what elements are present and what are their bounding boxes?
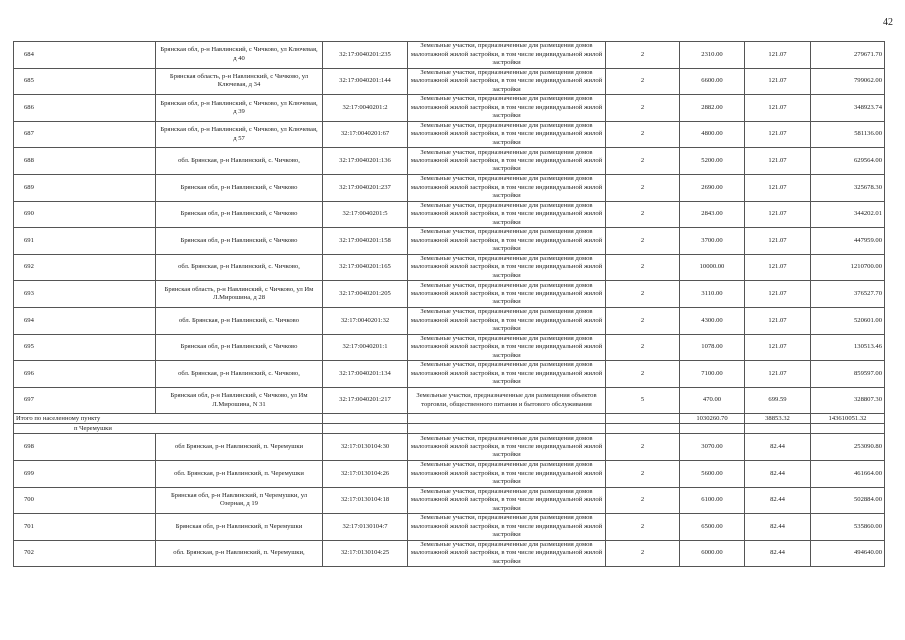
table-row [14, 68, 885, 95]
locality-empty-cell [323, 424, 408, 434]
land-use-cell: Земельные участки, предназначенные для размещения домов малоэтажной жилой застройки, в том числе индивидуальной жилой застройки [408, 487, 606, 514]
address-cell: Брянская обл, р-н Навлинский, п Черемушки, ул Озерная, д 19 [156, 487, 323, 514]
area-cell: 5600.00 [680, 460, 745, 487]
rate-cell: 121.07 [745, 254, 811, 281]
use-group: 2 [606, 307, 680, 334]
rate-cell: 121.07 [745, 361, 811, 388]
locality-label: п Черемушки [14, 424, 323, 434]
row-number: 695 [14, 334, 156, 361]
rate-cell: 82.44 [745, 514, 811, 541]
land-use-cell: Земельные участки, предназначенные для размещения домов малоэтажной жилой застройки, в том числе индивидуальной жилой застройки [408, 281, 606, 308]
area-cell: 4800.00 [680, 121, 745, 148]
rate-cell: 121.07 [745, 307, 811, 334]
rate-cell: 699.59 [745, 387, 811, 414]
use-group: 2 [606, 228, 680, 255]
cadastral-value: 799062.00 [811, 68, 885, 95]
cadastral-value: 1210700.00 [811, 254, 885, 281]
cadastral-number: 32:17:0040201:158 [323, 228, 408, 255]
land-use-cell: Земельные участки, предназначенные для размещения домов малоэтажной жилой застройки, в том числе индивидуальной жилой застройки [408, 540, 606, 567]
use-group: 5 [606, 387, 680, 414]
cadastral-number: 32:17:0040201:235 [323, 42, 408, 69]
address-cell: Брянская обл, р-н Навлинский, с Чичково, ул Ключевая, д 57 [156, 121, 323, 148]
land-use-cell: Земельные участки, предназначенные для размещения домов малоэтажной жилой застройки, в том числе индивидуальной жилой застройки [408, 460, 606, 487]
address-cell: обл Брянская, р-н Навлинский, п. Черемушки [156, 434, 323, 461]
row-number: 696 [14, 361, 156, 388]
area-cell: 10000.00 [680, 254, 745, 281]
address-cell: Брянская обл, р-н Навлинский, с Чичково, ул Ключевая, д 39 [156, 95, 323, 122]
land-use-cell: Земельные участки, предназначенные для размещения домов малоэтажной жилой застройки, в том числе индивидуальной жилой застройки [408, 201, 606, 228]
address-cell: Брянская обл, р-н Навлинский, п Черемушки [156, 514, 323, 541]
row-number: 698 [14, 434, 156, 461]
cadastral-value: 130513.46 [811, 334, 885, 361]
area-cell: 6500.00 [680, 514, 745, 541]
area-cell: 2843.00 [680, 201, 745, 228]
subtotal-area: 1030260.70 [680, 414, 745, 424]
land-use-cell: Земельные участки, предназначенные для размещения объектов торговли, общественного питания и бытового обслуживания [408, 387, 606, 414]
cadastral-number: 32:17:0130104:18 [323, 487, 408, 514]
row-number: 697 [14, 387, 156, 414]
area-cell: 4300.00 [680, 307, 745, 334]
cadastral-number: 32:17:0040201:134 [323, 361, 408, 388]
land-use-cell: Земельные участки, предназначенные для размещения домов малоэтажной жилой застройки, в том числе индивидуальной жилой застройки [408, 68, 606, 95]
cadastral-number: 32:17:0040201:165 [323, 254, 408, 281]
cadastral-value: 859597.00 [811, 361, 885, 388]
row-number: 684 [14, 42, 156, 69]
cadastral-value: 520601.00 [811, 307, 885, 334]
area-cell: 6000.00 [680, 540, 745, 567]
subtotal-empty-cell [408, 414, 606, 424]
cadastral-value: 344202.01 [811, 201, 885, 228]
land-use-cell: Земельные участки, предназначенные для размещения домов малоэтажной жилой застройки, в том числе индивидуальной жилой застройки [408, 95, 606, 122]
cadastral-value: 376527.70 [811, 281, 885, 308]
use-group: 2 [606, 460, 680, 487]
cadastral-number: 32:17:0130104:26 [323, 460, 408, 487]
subtotal-row [14, 414, 885, 424]
use-group: 2 [606, 487, 680, 514]
row-number: 690 [14, 201, 156, 228]
cadastral-number: 32:17:0040201:32 [323, 307, 408, 334]
subtotal-empty-cell [606, 414, 680, 424]
rate-cell: 82.44 [745, 540, 811, 567]
area-cell: 2310.00 [680, 42, 745, 69]
table-row [14, 121, 885, 148]
locality-row [14, 424, 885, 434]
cadastral-number: 32:17:0040201:2 [323, 95, 408, 122]
cadastral-value: 447959.00 [811, 228, 885, 255]
cadastral-number: 32:17:0040201:67 [323, 121, 408, 148]
use-group: 2 [606, 148, 680, 175]
row-number: 691 [14, 228, 156, 255]
use-group: 2 [606, 434, 680, 461]
area-cell: 3110.00 [680, 281, 745, 308]
cadastral-number: 32:17:0130104:25 [323, 540, 408, 567]
land-plot-table [13, 41, 885, 567]
land-use-cell: Земельные участки, предназначенные для размещения домов малоэтажной жилой застройки, в том числе индивидуальной жилой застройки [408, 121, 606, 148]
row-number: 688 [14, 148, 156, 175]
row-number: 700 [14, 487, 156, 514]
table-row [14, 201, 885, 228]
rate-cell: 121.07 [745, 281, 811, 308]
area-cell: 6600.00 [680, 68, 745, 95]
address-cell: Брянская обл, р-н Навлинский, с Чичково [156, 174, 323, 201]
row-number: 687 [14, 121, 156, 148]
table-row [14, 514, 885, 541]
cadastral-number: 32:17:0040201:205 [323, 281, 408, 308]
cadastral-value: 494640.00 [811, 540, 885, 567]
rate-cell: 121.07 [745, 174, 811, 201]
land-use-cell: Земельные участки, предназначенные для размещения домов малоэтажной жилой застройки, в том числе индивидуальной жилой застройки [408, 228, 606, 255]
address-cell: Брянская обл, р-н Навлинский, с Чичково, ул Ключевая, д 40 [156, 42, 323, 69]
area-cell: 2882.00 [680, 95, 745, 122]
subtotal-rate: 38853.32 [745, 414, 811, 424]
address-cell: Брянская обл, р-н Навлинский, с Чичково [156, 201, 323, 228]
table-row [14, 307, 885, 334]
table-row [14, 460, 885, 487]
address-cell: Брянская область, р-н Навлинский, с Чичково, ул Ключевая, д 34 [156, 68, 323, 95]
rate-cell: 121.07 [745, 68, 811, 95]
use-group: 2 [606, 174, 680, 201]
use-group: 2 [606, 42, 680, 69]
subtotal-label: Итого по населенному пункту [14, 414, 323, 424]
table-row [14, 361, 885, 388]
rate-cell: 121.07 [745, 148, 811, 175]
cadastral-value: 325678.30 [811, 174, 885, 201]
area-cell: 7100.00 [680, 361, 745, 388]
land-use-cell: Земельные участки, предназначенные для размещения домов малоэтажной жилой застройки, в том числе индивидуальной жилой застройки [408, 254, 606, 281]
cadastral-number: 32:17:0040201:136 [323, 148, 408, 175]
table-row [14, 148, 885, 175]
subtotal-value: 143610051.32 [811, 414, 885, 424]
table-row [14, 487, 885, 514]
area-cell: 470.00 [680, 387, 745, 414]
table-row [14, 434, 885, 461]
cadastral-number: 32:17:0040201:217 [323, 387, 408, 414]
cadastral-value: 502884.00 [811, 487, 885, 514]
area-cell: 5200.00 [680, 148, 745, 175]
row-number: 702 [14, 540, 156, 567]
row-number: 686 [14, 95, 156, 122]
land-use-cell: Земельные участки, предназначенные для размещения домов малоэтажной жилой застройки, в том числе индивидуальной жилой застройки [408, 361, 606, 388]
cadastral-value: 461664.00 [811, 460, 885, 487]
address-cell: обл. Брянская, р-н Навлинский, с. Чичково [156, 307, 323, 334]
table-row [14, 334, 885, 361]
use-group: 2 [606, 201, 680, 228]
cadastral-value: 253090.80 [811, 434, 885, 461]
locality-empty-cell [606, 424, 680, 434]
cadastral-value: 279671.70 [811, 42, 885, 69]
cadastral-number: 32:17:0040201:237 [323, 174, 408, 201]
use-group: 2 [606, 68, 680, 95]
area-cell: 1078.00 [680, 334, 745, 361]
address-cell: Брянская обл, р-н Навлинский, с Чичково [156, 228, 323, 255]
land-use-cell: Земельные участки, предназначенные для размещения домов малоэтажной жилой застройки, в том числе индивидуальной жилой застройки [408, 334, 606, 361]
table-row [14, 228, 885, 255]
page-number: 42 [883, 17, 893, 28]
row-number: 701 [14, 514, 156, 541]
address-cell: обл. Брянская, р-н Навлинский, п. Черемушки [156, 460, 323, 487]
row-number: 693 [14, 281, 156, 308]
rate-cell: 82.44 [745, 487, 811, 514]
address-cell: обл. Брянская, р-н Навлинский, с. Чичково, [156, 148, 323, 175]
cadastral-value: 328807.30 [811, 387, 885, 414]
use-group: 2 [606, 281, 680, 308]
area-cell: 3070.00 [680, 434, 745, 461]
table-row [14, 95, 885, 122]
land-use-cell: Земельные участки, предназначенные для размещения домов малоэтажной жилой застройки, в том числе индивидуальной жилой застройки [408, 434, 606, 461]
address-cell: Брянская обл, р-н Навлинский, с Чичково, ул Им Л.Мирошина, N 31 [156, 387, 323, 414]
address-cell: обл. Брянская, р-н Навлинский, п. Черемушки, [156, 540, 323, 567]
area-cell: 3700.00 [680, 228, 745, 255]
cadastral-value: 581136.00 [811, 121, 885, 148]
cadastral-value: 629564.00 [811, 148, 885, 175]
area-cell: 2690.00 [680, 174, 745, 201]
address-cell: обл. Брянская, р-н Навлинский, с. Чичково, [156, 361, 323, 388]
cadastral-value: 535860.00 [811, 514, 885, 541]
cadastral-number: 32:17:0040201:144 [323, 68, 408, 95]
land-use-cell: Земельные участки, предназначенные для размещения домов малоэтажной жилой застройки, в том числе индивидуальной жилой застройки [408, 174, 606, 201]
use-group: 2 [606, 121, 680, 148]
use-group: 2 [606, 334, 680, 361]
table-row [14, 387, 885, 414]
land-use-cell: Земельные участки, предназначенные для размещения домов малоэтажной жилой застройки, в том числе индивидуальной жилой застройки [408, 148, 606, 175]
use-group: 2 [606, 361, 680, 388]
locality-empty-cell [408, 424, 606, 434]
rate-cell: 82.44 [745, 434, 811, 461]
row-number: 694 [14, 307, 156, 334]
row-number: 699 [14, 460, 156, 487]
address-cell: Брянская обл, р-н Навлинский, с Чичково [156, 334, 323, 361]
table-row [14, 540, 885, 567]
address-cell: Брянская область, р-н Навлинский, с Чичково, ул Им Л.Мирошина, д 28 [156, 281, 323, 308]
land-use-cell: Земельные участки, предназначенные для размещения домов малоэтажной жилой застройки, в том числе индивидуальной жилой застройки [408, 514, 606, 541]
subtotal-empty-cell [323, 414, 408, 424]
cadastral-number: 32:17:0040201:1 [323, 334, 408, 361]
rate-cell: 121.07 [745, 228, 811, 255]
cadastral-number: 32:17:0040201:5 [323, 201, 408, 228]
locality-empty-cell [811, 424, 885, 434]
use-group: 2 [606, 540, 680, 567]
rate-cell: 121.07 [745, 42, 811, 69]
rate-cell: 121.07 [745, 121, 811, 148]
land-use-cell: Земельные участки, предназначенные для размещения домов малоэтажной жилой застройки, в том числе индивидуальной жилой застройки [408, 307, 606, 334]
use-group: 2 [606, 514, 680, 541]
cadastral-number: 32:17:0130104:30 [323, 434, 408, 461]
row-number: 692 [14, 254, 156, 281]
address-cell: обл. Брянская, р-н Навлинский, с. Чичково, [156, 254, 323, 281]
row-number: 689 [14, 174, 156, 201]
land-use-cell: Земельные участки, предназначенные для размещения домов малоэтажной жилой застройки, в том числе индивидуальной жилой застройки [408, 42, 606, 69]
rate-cell: 121.07 [745, 201, 811, 228]
locality-empty-cell [745, 424, 811, 434]
rate-cell: 121.07 [745, 95, 811, 122]
area-cell: 6100.00 [680, 487, 745, 514]
use-group: 2 [606, 95, 680, 122]
rate-cell: 82.44 [745, 460, 811, 487]
use-group: 2 [606, 254, 680, 281]
rate-cell: 121.07 [745, 334, 811, 361]
table-row [14, 254, 885, 281]
cadastral-number: 32:17:0130104:7 [323, 514, 408, 541]
row-number: 685 [14, 68, 156, 95]
locality-empty-cell [680, 424, 745, 434]
table-row [14, 42, 885, 69]
cadastral-value: 348923.74 [811, 95, 885, 122]
table-row [14, 174, 885, 201]
table-row [14, 281, 885, 308]
